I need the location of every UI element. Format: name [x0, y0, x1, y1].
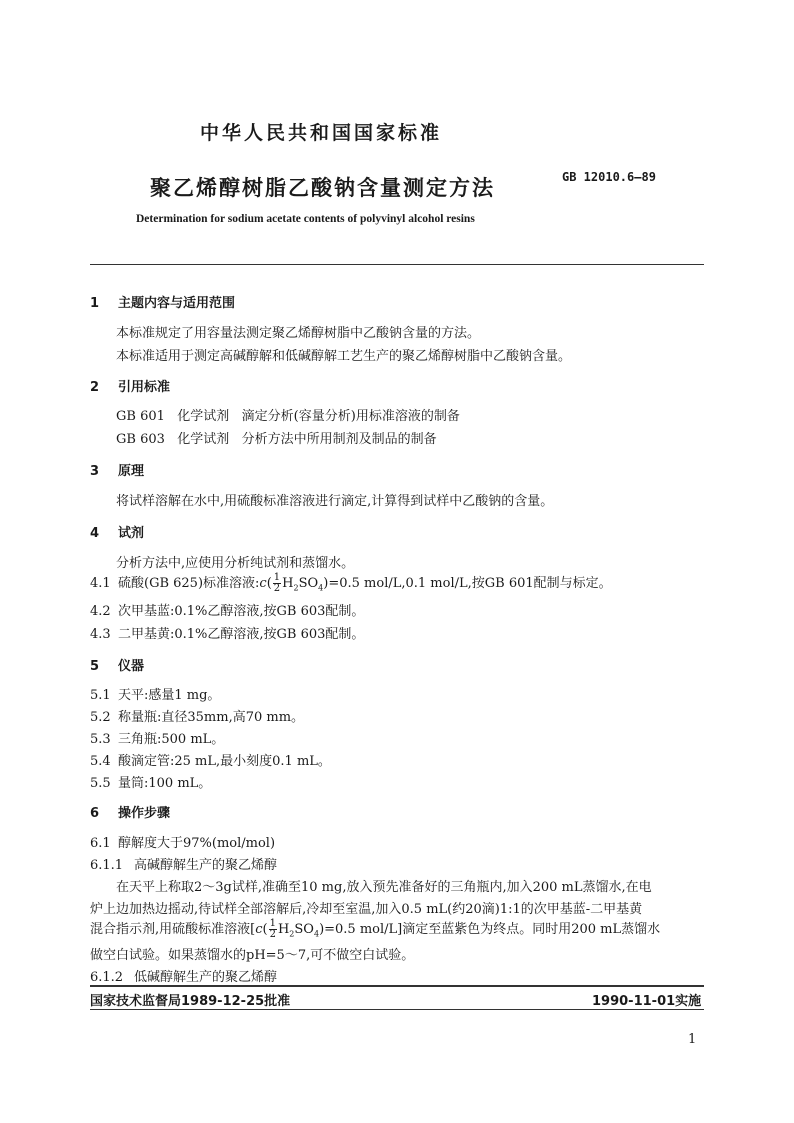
section-title: 原理: [118, 464, 145, 479]
section-number: 6: [90, 806, 100, 821]
standard-code: GB 12010.6—89: [562, 170, 656, 184]
page-number: 1: [688, 1032, 697, 1047]
reference-gb601: GB 601 化学试剂 滴定分析(容量分析)用标准溶液的制备: [116, 409, 460, 424]
section-1-paragraph-2: 本标准适用于测定高碱醇解和低碱醇解工艺生产的聚乙烯醇树脂中乙酸钠含量。: [116, 349, 572, 364]
approval-date: 国家技术监督局1989-12-25批准: [90, 994, 291, 1009]
section-title: 引用标准: [118, 380, 171, 395]
footer-rule-bottom: [90, 1009, 704, 1010]
fraction: $\frac{1}{2}$: [273, 572, 281, 594]
standard-name-cn: 聚乙烯醇树脂乙酸钠含量测定方法: [150, 176, 495, 200]
item-text-rest: )=0.5 mol/L,0.1 mol/L,按GB 601配制与标定。: [323, 576, 612, 591]
item-5-2: 5.2 称量瓶:直径35mm,高70 mm。: [90, 710, 305, 725]
item-4-3: [90, 623, 364, 642]
section-4-heading: [90, 522, 144, 541]
section-title: 操作步骤: [118, 806, 171, 821]
section-title: 仪器: [118, 659, 145, 674]
item-4-2: [90, 600, 364, 619]
implementation-date: 1990-11-01实施: [592, 994, 702, 1009]
section-number: 5: [90, 659, 100, 674]
item-6-1-2: 6.1.2 低碱醇解生产的聚乙烯醇: [90, 970, 278, 985]
section-number: 4: [90, 526, 100, 541]
section-2-heading: [90, 376, 170, 395]
section-5-heading: [90, 655, 144, 674]
section-6-heading: [90, 802, 170, 821]
item-text: 硫酸(GB 625)标准溶液:: [118, 576, 260, 591]
section-number: 2: [90, 380, 100, 395]
concentration-symbol: c: [259, 576, 267, 591]
item-4-1: 4.1 硫酸(GB 625)标准溶液:c( $\frac{1}{2}$ $H_2SO_4)=0.5$ mol/L,0.1 mol/L,按GB 601配制与标定。: [90, 572, 612, 594]
item-5-4: 5.4 酸滴定管:25 mL,最小刻度0.1 mL。: [90, 754, 331, 769]
item-number: 4.1: [90, 576, 111, 591]
section-3-paragraph: 将试样溶解在水中,用硫酸标准溶液进行滴定,计算得到试样中乙酸钠的含量。: [116, 494, 554, 509]
header-rule: [90, 264, 704, 265]
section-3-heading: [90, 460, 144, 479]
item-6-1-1: 6.1.1 高碱醇解生产的聚乙烯醇: [90, 858, 278, 873]
procedure-paragraph-line-3: 混合指示剂,用硫酸标准溶液[c( $\frac{1}{2}$ $H_2SO_4)=0.5$ mol/L]滴定至蓝紫色为终点。同时用200 mL蒸馏水: [90, 918, 661, 940]
fraction: $\frac{1}{2}$: [269, 918, 276, 940]
item-6-1: 6.1 醇解度大于97%(mol/mol): [90, 836, 276, 851]
section-1-paragraph-1: 本标准规定了用容量法测定聚乙烯醇树脂中乙酸钠含量的方法。: [116, 326, 481, 341]
reference-gb603: GB 603 化学试剂 分析方法中所用制剂及制品的制备: [116, 432, 437, 447]
item-number: 4.3: [90, 627, 111, 642]
section-title: 主题内容与适用范围: [118, 296, 236, 311]
section-4-paragraph: 分析方法中,应使用分析纯试剂和蒸馏水。: [116, 556, 355, 571]
footer-rule: [90, 985, 704, 987]
section-title: 试剂: [118, 526, 145, 541]
item-number: 4.2: [90, 604, 111, 619]
procedure-paragraph-line-1: 在天平上称取2～3g试样,准确至10 mg,放入预先准备好的三角瓶内,加入200 mL蒸馏水,在电: [116, 880, 652, 895]
item-5-1: 5.1 天平:感量1 mg。: [90, 688, 221, 703]
item-text: 次甲基蓝:0.1%乙醇溶液,按GB 603配制。: [118, 604, 365, 619]
procedure-paragraph-line-2: 炉上边加热边摇动,待试样全部溶解后,冷却至室温,加入0.5 mL(约20滴)1:1的次甲基蓝-二甲基黄: [90, 902, 643, 917]
section-1-heading: [90, 292, 235, 311]
section-number: 1: [90, 296, 100, 311]
item-text: 二甲基黄:0.1%乙醇溶液,按GB 603配制。: [118, 627, 365, 642]
item-5-5: 5.5 量筒:100 mL。: [90, 776, 212, 791]
item-5-3: 5.3 三角瓶:500 mL。: [90, 732, 225, 747]
standard-header-title: 中华人民共和国国家标准: [200, 122, 443, 144]
standard-name-en: Determination for sodium acetate contents of polyvinyl alcohol resins: [136, 213, 475, 225]
procedure-paragraph-line-4: 做空白试验。如果蒸馏水的pH=5～7,可不做空白试验。: [90, 948, 415, 963]
section-number: 3: [90, 464, 100, 479]
